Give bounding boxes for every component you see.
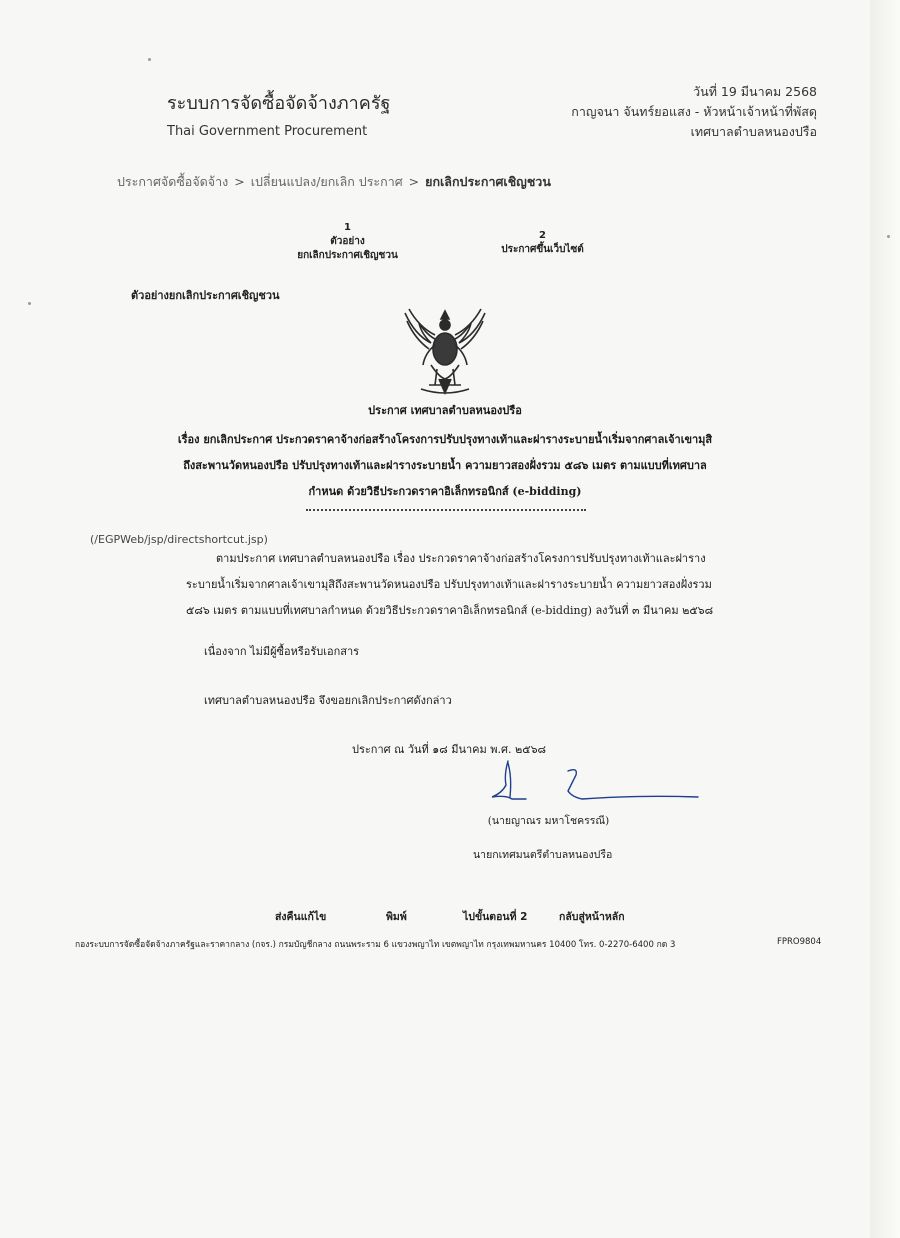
user-info [571, 82, 817, 142]
subject-line: เรื่อง ยกเลิกประกาศ ประกวดราคาจ้างก่อสร้างโครงการปรับปรุงทางเท้าและฝารางระบายน้ำเริ่มจากศาลเจ้าเขามุสิ [177, 433, 713, 446]
announcement-date: ประกาศ ณ วันที่ ๑๘ มีนาคม พ.ศ. ๒๕๖๘ [352, 743, 547, 756]
example-label: ตัวอย่างยกเลิกประกาศเชิญชวน [131, 289, 280, 302]
user-name: กาญจนา จันทร์ยอแสง - หัวหน้าเจ้าหน้าที่พัสดุ [571, 104, 817, 119]
scan-speck [28, 302, 31, 305]
scan-speck [148, 58, 151, 61]
subject-line: ถึงสะพานวัดหนองปรือ ปรับปรุงทางเท้าและฝารางระบายน้ำ ความยาวสองฝั่งรวม ๕๘๖ เมตร ตามแบบที่เทศบาล [183, 459, 707, 472]
breadcrumb-current: ยกเลิกประกาศเชิญชวน [425, 174, 551, 189]
body-line: ๕๘๖ เมตร ตามแบบที่เทศบาลกำหนด ด้วยวิธีประกวดราคาอิเล็กทรอนิกส์ (e-bidding) ลงวันที่ ๓ มีนาคม ๒๕๖๘ [186, 604, 714, 617]
garuda-emblem-icon [401, 305, 489, 397]
breadcrumb-separator: > [234, 174, 245, 189]
divider [306, 509, 586, 511]
scan-speck [887, 235, 890, 238]
step-label: ประกาศขึ้นเว็บไซต์ [501, 244, 584, 255]
signature-image [486, 757, 701, 812]
system-subtitle: Thai Government Procurement [167, 124, 368, 139]
step-label: ตัวอย่าง [330, 236, 365, 247]
announcement-subject [150, 427, 740, 505]
cancel-statement: เทศบาลตำบลหนองปรือ จึงขอยกเลิกประกาศดังกล่าว [204, 694, 452, 707]
cancel-reason: เนื่องจาก ไม่มีผู้ซื้อหรือรับเอกสาร [204, 645, 360, 658]
announcement-body [186, 546, 726, 624]
body-line: ตามประกาศ เทศบาลตำบลหนองปรือ เรื่อง ประกวดราคาจ้างก่อสร้างโครงการปรับปรุงทางเท้าและฝาราง [216, 552, 706, 565]
page-code: FPRO9804 [777, 937, 822, 947]
body-line: ระบายน้ำเริ่มจากศาลเจ้าเขามุสิถึงสะพานวัดหนองปรือ ปรับปรุงทางเท้าและฝารางระบายน้ำ ความยาวสองฝั่งรวม [186, 578, 712, 591]
agency-name: เทศบาลตำบลหนองปรือ [690, 124, 817, 139]
paper-edge [870, 0, 900, 1238]
system-title: ระบบการจัดซื้อจัดจ้างภาครัฐ [167, 93, 391, 114]
step-1 [290, 221, 405, 263]
breadcrumb-separator: > [408, 174, 420, 189]
print-button[interactable]: พิมพ์ [386, 911, 407, 923]
signer-name: (นายญาณร มหาโชครรณี) [487, 815, 610, 827]
breadcrumb-procurement[interactable]: ประกาศจัดซื้อจัดจ้าง [117, 174, 229, 189]
step-number: 2 [539, 230, 546, 241]
step-label: ยกเลิกประกาศเชิญชวน [297, 250, 398, 261]
url-note: (/EGPWeb/jsp/directshortcut.jsp) [90, 533, 268, 546]
next-step-button[interactable]: ไปขั้นตอนที่ 2 [463, 911, 528, 923]
step-2 [480, 229, 605, 257]
breadcrumb-change-cancel[interactable]: เปลี่ยนแปลง/ยกเลิก ประกาศ [250, 174, 403, 189]
current-date: วันที่ 19 มีนาคม 2568 [693, 84, 817, 99]
announcement-heading: ประกาศ เทศบาลตำบลหนองปรือ [368, 404, 522, 417]
home-button[interactable]: กลับสู่หน้าหลัก [559, 911, 625, 923]
return-for-edit-button[interactable]: ส่งคืนแก้ไข [275, 911, 327, 923]
breadcrumb [117, 172, 551, 192]
subject-line: กำหนด ด้วยวิธีประกวดราคาอิเล็กทรอนิกส์ (e-bidding) [308, 485, 582, 498]
signer-position: นายกเทศมนตรีตำบลหนองปรือ [473, 849, 613, 861]
step-number: 1 [344, 222, 351, 233]
footer-address: กองระบบการจัดซื้อจัดจ้างภาครัฐและราคากลาง (กจร.) กรมบัญชีกลาง ถนนพระราม 6 แขวงพญาไท เขตพญาไท กรุงเทพมหานคร 10400 โทร. 0-2270-6400 กด 3 [75, 940, 676, 950]
